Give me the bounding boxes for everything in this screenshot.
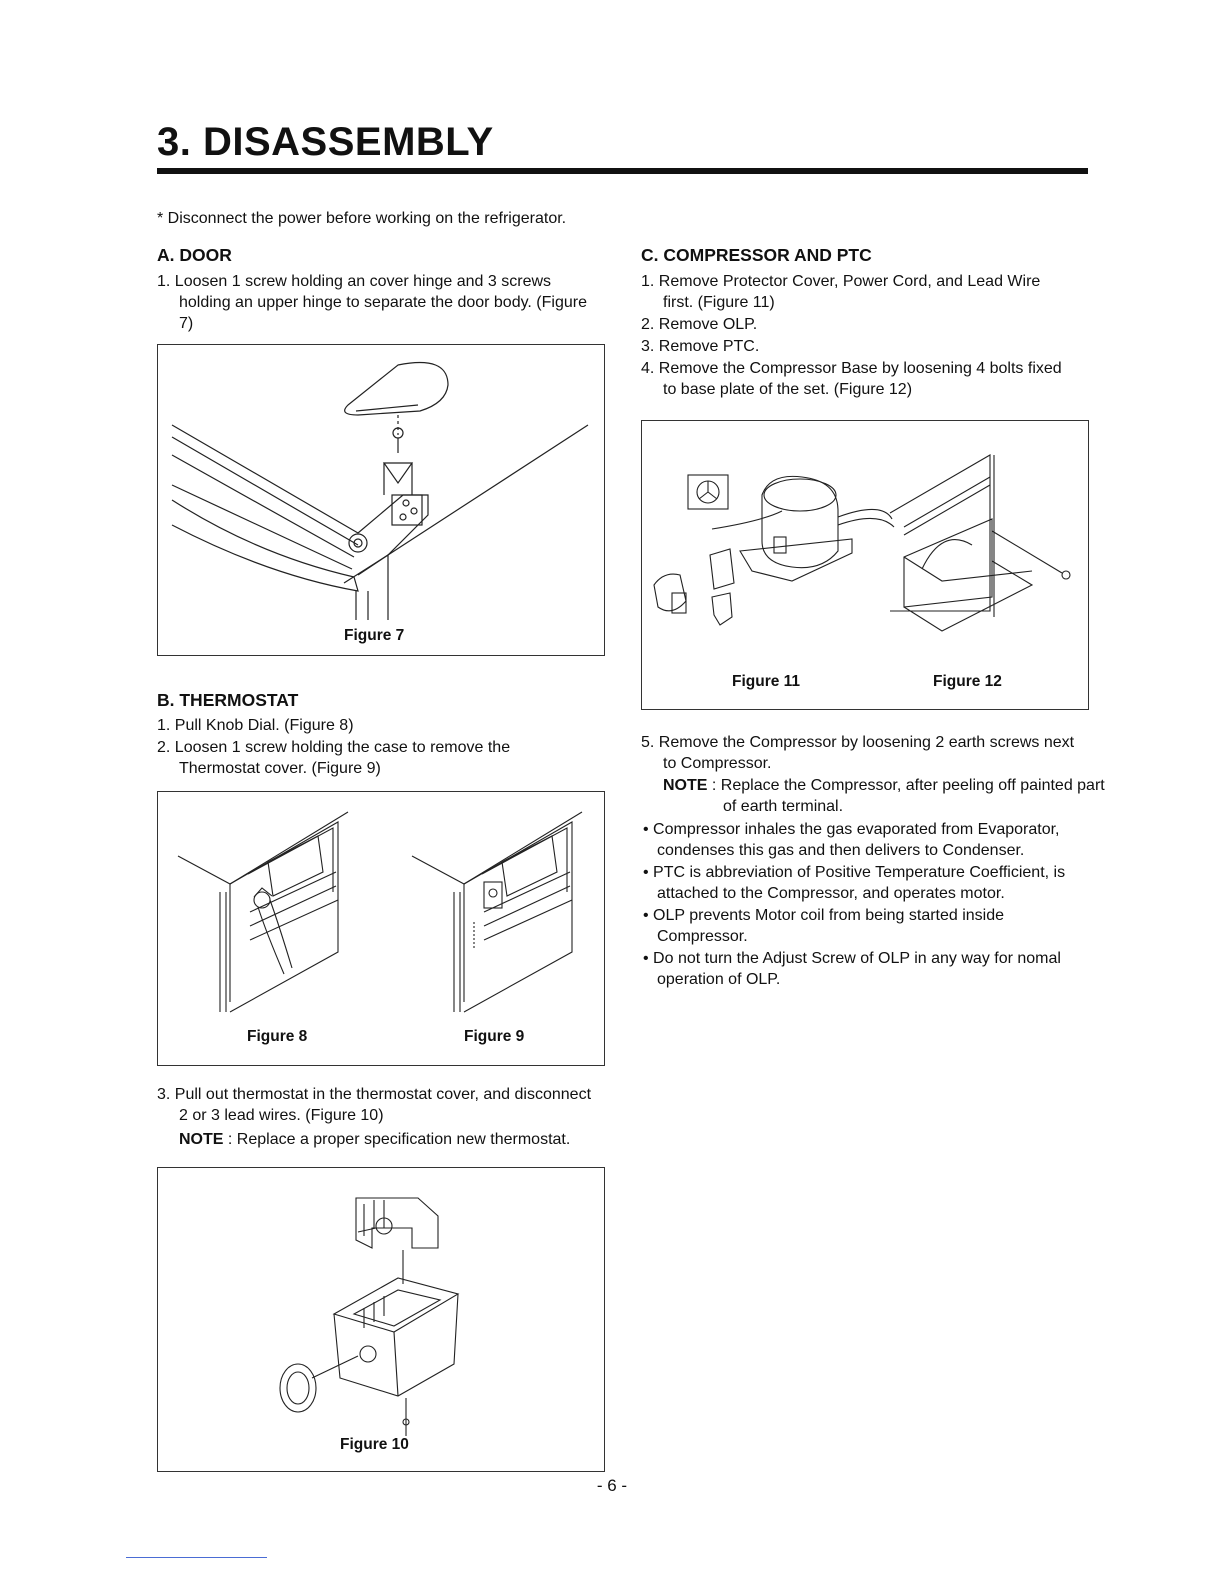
figure-10-box — [157, 1167, 605, 1472]
note-text: : Replace the Compressor, after peeling off painted part of earth terminal. — [707, 777, 1105, 815]
section-a-steps — [157, 271, 587, 335]
figure-12-caption: Figure 12 — [933, 673, 1002, 690]
figure-10-caption: Figure 10 — [340, 1436, 409, 1453]
section-c-bullets — [643, 819, 1091, 991]
section-c-note — [663, 775, 1113, 817]
thermostat-case-illustration — [158, 1168, 604, 1471]
thermostat-knob-illustration — [158, 792, 604, 1065]
figure-11-caption: Figure 11 — [732, 673, 801, 690]
section-c-step: 4. Remove the Compressor Base by loosening 4 bolts fixed to base plate of the set. (Figure 12) — [641, 360, 1062, 398]
section-c-step: 1. Remove Protector Cover, Power Cord, and Lead Wire first. (Figure 11) — [641, 273, 1041, 311]
section-b-step: 2. Loosen 1 screw holding the case to remove the Thermostat cover. (Figure 9) — [157, 739, 511, 777]
section-c-step: 3. Remove PTC. — [641, 338, 760, 355]
page-number: - 6 - — [596, 1476, 628, 1495]
section-a-heading: A. DOOR — [157, 245, 232, 265]
section-a-step: 1. Loosen 1 screw holding an cover hinge and 3 screws holding an upper hinge to separate the door body. (Figure 7) — [157, 273, 587, 332]
note-label: NOTE — [663, 777, 708, 794]
section-c-step: 5. Remove the Compressor by loosening 2 earth screws next to Compressor. — [641, 734, 1075, 772]
bullet-item: • PTC is abbreviation of Positive Temperature Coefficient, is attached to the Compressor, and operates motor. — [643, 864, 1066, 902]
bullet-item: • Do not turn the Adjust Screw of OLP in any way for nomal operation of OLP. — [643, 950, 1061, 988]
section-c-heading: C. COMPRESSOR AND PTC — [641, 245, 872, 265]
section-b-step: 1. Pull Knob Dial. (Figure 8) — [157, 717, 354, 734]
section-b-heading: B. THERMOSTAT — [157, 690, 299, 710]
bottom-rule — [126, 1557, 267, 1558]
power-warning: * Disconnect the power before working on the refrigerator. — [157, 210, 567, 227]
figure-9-caption: Figure 9 — [464, 1028, 525, 1045]
bullet-item: • OLP prevents Motor coil from being started inside Compressor. — [643, 907, 1005, 945]
figure-7-box — [157, 344, 605, 656]
note-label: NOTE — [179, 1131, 224, 1148]
figure-8-9-box — [157, 791, 605, 1066]
door-hinge-illustration — [158, 345, 604, 655]
bullet-item: • Compressor inhales the gas evaporated from Evaporator, condenses this gas and then delivers to Condenser. — [643, 821, 1060, 859]
figure-8-caption: Figure 8 — [247, 1028, 308, 1045]
section-b-steps — [157, 715, 587, 780]
section-b-step: 3. Pull out thermostat in the thermostat cover, and disconnect 2 or 3 lead wires. (Figure 10) — [157, 1086, 592, 1124]
section-b-step3 — [157, 1084, 597, 1127]
section-c-step: 2. Remove OLP. — [641, 316, 758, 333]
section-c-steps — [641, 271, 1071, 401]
section-c-step5 — [641, 732, 1081, 775]
note-text: : Replace a proper specification new thermostat. — [223, 1131, 571, 1148]
figure-11-12-box — [641, 420, 1089, 710]
figure-7-caption: Figure 7 — [344, 627, 405, 644]
title-rule — [157, 168, 1088, 174]
compressor-ptc-illustration — [642, 421, 1088, 709]
page-title: 3. DISASSEMBLY — [157, 120, 494, 164]
section-b-note — [179, 1129, 609, 1150]
